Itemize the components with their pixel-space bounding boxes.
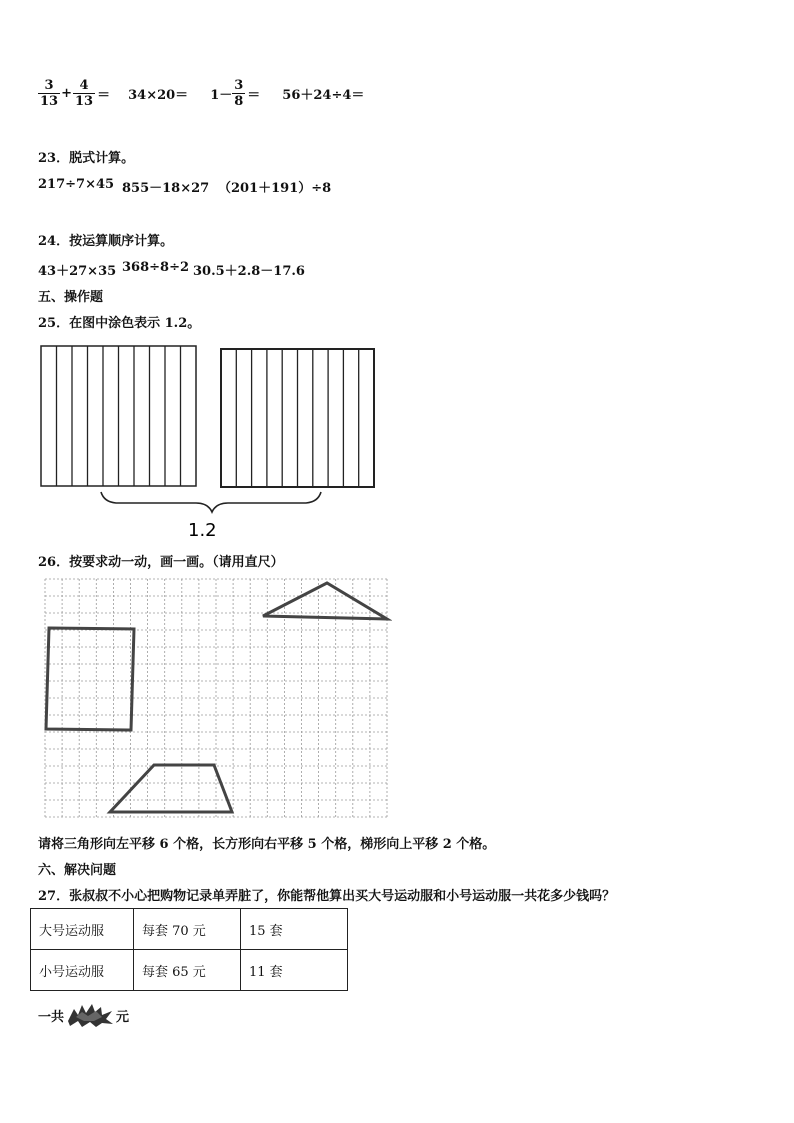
equals-sign: ＝ <box>247 88 261 103</box>
oral-calc-line <box>38 78 364 109</box>
fraction-a <box>38 78 60 109</box>
q26-grid-figure <box>42 576 392 821</box>
q26-grid <box>45 579 387 817</box>
ink-stain-icon <box>66 1003 114 1027</box>
fraction-c-numerator: 3 <box>234 78 244 93</box>
section-6-heading: 六、解决问题 <box>38 863 117 878</box>
q27-total-line <box>38 1003 129 1027</box>
oral-expr-2: 34×20＝ <box>128 88 189 103</box>
q23-expr-3: （201＋191）÷8 <box>218 181 332 196</box>
q23-title: 23．脱式计算。 <box>38 151 135 166</box>
q26-title: 26．按要求动一动，画一画。（请用直尺） <box>38 555 284 570</box>
q23-expr-1: 217÷7×45 <box>38 177 115 192</box>
q25-brace <box>101 492 321 512</box>
qty-cell: 11 套 <box>241 950 348 991</box>
item-cell: 大号运动服 <box>31 909 134 950</box>
table-row <box>31 950 348 991</box>
q25-brace-label: 1.2 <box>188 520 217 540</box>
total-suffix: 元 <box>116 1009 130 1025</box>
section-5-heading: 五、操作题 <box>38 290 104 305</box>
oral-expr-3-lead: 1－ <box>210 88 233 103</box>
qty-cell: 15 套 <box>241 909 348 950</box>
q25-figure <box>36 340 396 540</box>
q26-trapezoid[interactable] <box>110 765 232 812</box>
q24-title: 24．按运算顺序计算。 <box>38 234 174 249</box>
price-cell: 每套 70 元 <box>134 909 241 950</box>
q23-expr-2: 855－18×27 <box>122 181 210 196</box>
q25-rect-left[interactable] <box>41 346 196 486</box>
plus-sign: + <box>61 86 72 101</box>
q25-title: 25．在图中涂色表示 1.2。 <box>38 316 201 331</box>
fraction-c <box>232 78 245 109</box>
q24-expr-2: 368÷8÷2 <box>122 260 190 275</box>
q25-rect-right[interactable] <box>221 349 374 487</box>
item-cell: 小号运动服 <box>31 950 134 991</box>
fraction-c-denominator: 8 <box>234 94 244 109</box>
q26-triangle[interactable] <box>263 583 387 619</box>
q24-expr-3: 30.5＋2.8－17.6 <box>193 264 305 279</box>
q27-title: 27．张叔叔不小心把购物记录单弄脏了，你能帮他算出买大号运动服和小号运动服一共花多少钱吗？ <box>38 889 616 904</box>
total-prefix: 一共 <box>38 1009 65 1025</box>
price-cell: 每套 65 元 <box>134 950 241 991</box>
table-row <box>31 909 348 950</box>
purchase-record-table <box>30 908 348 991</box>
fraction-b-denominator: 13 <box>75 94 94 109</box>
equals-sign: ＝ <box>97 88 111 103</box>
q26-instruction: 请将三角形向左平移 6 个格，长方形向右平移 5 个格，梯形向上平移 2 个格。 <box>38 837 496 852</box>
fraction-a-denominator: 13 <box>40 94 59 109</box>
q24-expr-1: 43＋27×35 <box>38 264 117 279</box>
fraction-b <box>73 78 95 109</box>
fraction-b-numerator: 4 <box>73 78 95 94</box>
oral-expr-4: 56＋24÷4＝ <box>282 88 365 103</box>
fraction-a-numerator: 3 <box>38 78 60 94</box>
